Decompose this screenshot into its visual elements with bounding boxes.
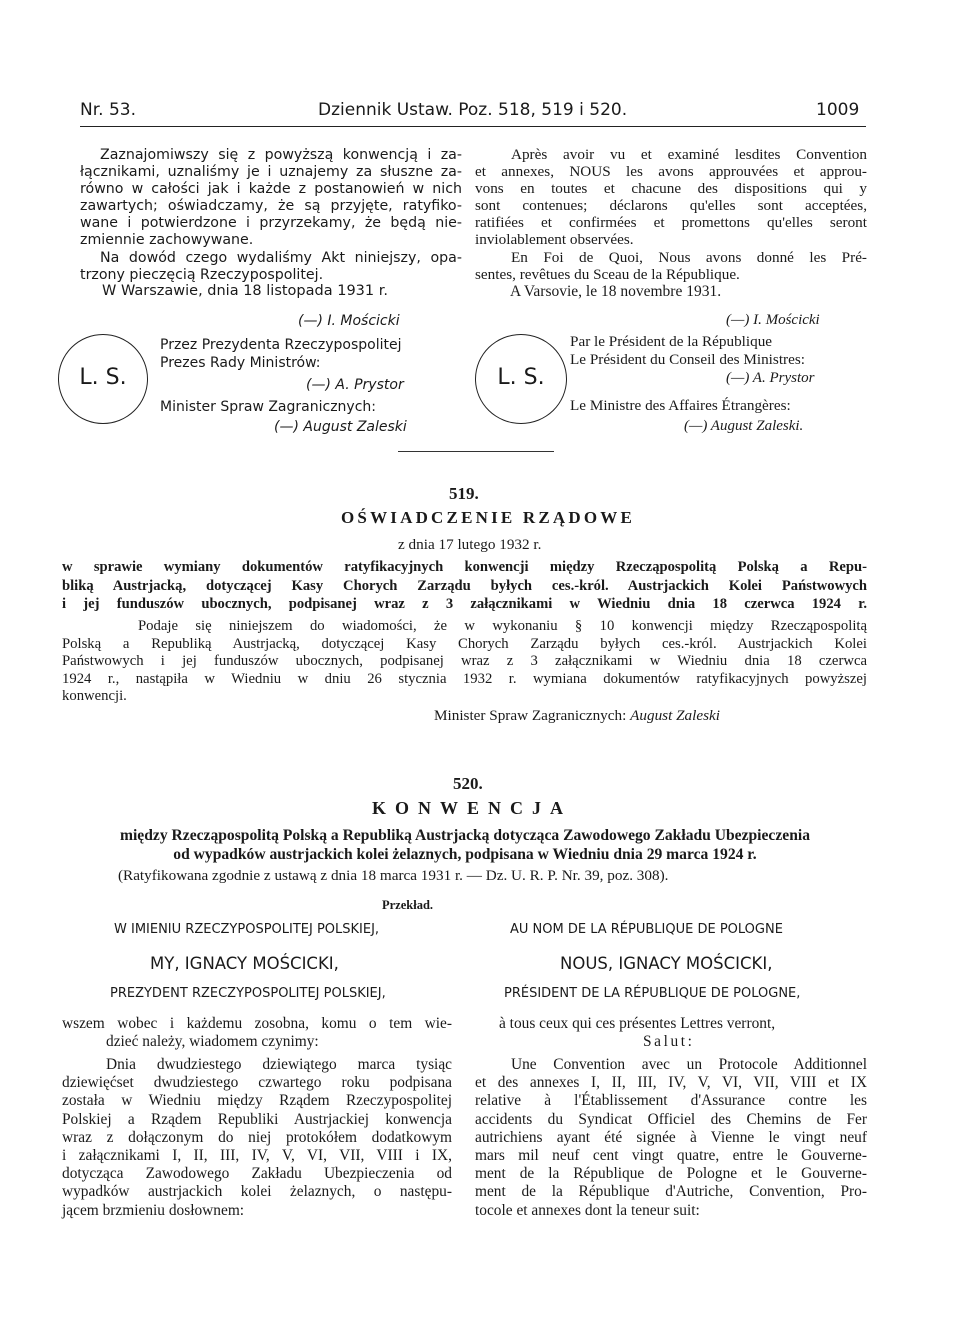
fr-body-line: tocole et annexes dont la teneur suit: xyxy=(475,1201,700,1219)
section-divider xyxy=(398,451,554,452)
right-line: En Foi de Quoi, Nous avons donné les Pré- xyxy=(511,248,867,266)
s519-body-line: Polską a Republiką Austrjacką, dotyczącej Kasy Chorych Zarządu byłych ces.-król. Austrjackich Kolei xyxy=(62,635,867,652)
pl-greeting-line: dzieć należy, wiadomem czynimy: xyxy=(106,1032,319,1050)
s519-signature-name: August Zaleski xyxy=(630,707,720,724)
right-fm-title: Le Ministre des Affaires Étrangères: xyxy=(570,397,791,414)
fr-body-line: relative à l'Établissement d'Assurance contre les xyxy=(475,1092,867,1110)
s519-signature xyxy=(434,707,720,725)
fr-heading2: PRÉSIDENT DE LA RÉPUBLIQUE DE POLOGNE, xyxy=(504,986,801,1001)
header-rule xyxy=(80,126,866,127)
left-sig-prystor: (—) A. Prystor xyxy=(306,377,404,393)
right-paragraphs xyxy=(475,146,867,283)
pl-body-line: jącem brzmieniu dosłownem: xyxy=(62,1201,245,1219)
s519-body-line: Podaje się niniejszem do wiadomości, że w wykonaniu § 10 konwencji między Rzecząpospolitą xyxy=(138,618,867,634)
s519-signature-label: Minister Spraw Zagranicznych: xyxy=(434,707,627,724)
s519-subject xyxy=(62,558,867,614)
right-line: inviolablement observées. xyxy=(475,231,634,249)
s520-subject-line: od wypadków austrjackich kolei żelaznych, podpisana w Wiedniu dnia 29 marca 1924 r. xyxy=(173,846,757,863)
left-sig-zaleski: (—) August Zaleski xyxy=(274,419,407,435)
fr-body-line: et des annexes I, II, III, IV, V, VI, VII, VIII et IX xyxy=(475,1074,867,1092)
left-line: Zaznajomiwszy się z powyższą konwencją i za- xyxy=(100,147,462,163)
s519-body-line: 1924 r., nastąpiła w Wiedniu w dniu 26 stycznia 1932 r. wymiana dokumentów ratyfikacyjnych powyższej xyxy=(62,670,867,687)
pl-heading2: PREZYDENT RZECZYPOSPOLITEJ POLSKIEJ, xyxy=(110,986,386,1001)
right-seal-text: L. S. xyxy=(497,365,545,390)
left-line: równo w całości jak i każde z postanowień w nich xyxy=(80,181,462,198)
header-journal: Dziennik Ustaw. Poz. 518, 519 i 520. xyxy=(318,100,628,120)
right-sig-zaleski: (—) August Zaleski. xyxy=(684,418,804,434)
pl-heading1: W IMIENIU RZECZYPOSPOLITEJ POLSKIEJ, xyxy=(114,922,380,937)
pl-body-line: dziewięćset dwudziestego czwartego roku podpisana xyxy=(62,1074,452,1092)
fr-heading1: AU NOM DE LA RÉPUBLIQUE DE POLOGNE xyxy=(510,922,783,937)
left-paragraphs xyxy=(80,147,462,284)
s520-subject-line: między Rzecząpospolitą Polską a Republiką Austrjacką dotycząca Zawodowego Zakładu Ubezpieczenia xyxy=(119,827,810,844)
s519-subject-line: bliką Austrjacką, dotyczącej Kasy Chorych Zarządu byłych ces.-król. Austrjackich Kolei Państwowych xyxy=(62,577,867,594)
s519-body xyxy=(62,618,867,706)
right-line: vons en toutes et chacune des dispositions qui y xyxy=(475,180,867,198)
s520-subject xyxy=(56,826,874,864)
header-number: Nr. 53. xyxy=(80,100,136,120)
pl-body-line: Dnia dwudziestego dziewiątego marca tysiąc xyxy=(106,1056,452,1073)
header-page: 1009 xyxy=(816,100,860,120)
s519-subject-line: i jej funduszów ubocznych, podpisanej wraz z 3 załącznikami w Wiedniu dnia 18 czerwca 1924 r. xyxy=(62,596,867,613)
left-date: W Warszawie, dnia 18 listopada 1931 r. xyxy=(102,283,388,299)
s520-translation: Przekład. xyxy=(382,898,434,912)
fr-body-line: mars mil neuf cent vingt quatre, entre le Gouverne- xyxy=(475,1147,867,1165)
right-line: sont contenues; déclarons qu'elles sont acceptées, xyxy=(475,197,867,215)
fr-body-line: Une Convention avec un Protocole Additionnel xyxy=(511,1056,867,1073)
fr-body-line: accidents du Syndicat Officiel des Chemins de Fer xyxy=(475,1110,867,1128)
left-seal-text: L. S. xyxy=(79,365,127,390)
fr-body-line: ment de la République de Pologne et le Gouverne- xyxy=(475,1165,867,1183)
left-line: Na dowód czego wydaliśmy Akt niniejszy, opa- xyxy=(100,249,462,266)
s519-body-line: konwencji. xyxy=(62,688,127,704)
left-line: zawartych; oświadczamy, że są przyjęte, ratyfiko- xyxy=(80,198,462,215)
right-pm-title: Le Président du Conseil des Ministres: xyxy=(570,351,805,368)
s519-date: z dnia 17 lutego 1932 r. xyxy=(398,536,542,553)
left-line: wane i potwierdzone i przyrzekamy, że będą nie- xyxy=(80,215,462,232)
right-line: ratifiées et confirmées et promettons qu'elles seront xyxy=(475,214,867,232)
right-line: et annexes, NOUS les avons approuvées et approu- xyxy=(475,163,867,181)
right-seal xyxy=(475,334,567,424)
s519-body-line: Państwowych i jej funduszów ubocznych, podpisanej wraz z 3 załącznikami w Wiedniu dnia 18 czerwca xyxy=(62,653,867,669)
fr-greeting: à tous ceux qui ces présentes Lettres verront, xyxy=(499,1015,776,1032)
pl-body-line: dotycząca Zawodowego Zakładu Ubezpieczenia od xyxy=(62,1165,452,1183)
right-by-president: Par le Président de la République xyxy=(570,333,773,350)
s519-title: OŚWIADCZENIE RZĄDOWE xyxy=(341,508,636,527)
s520-ratified: (Ratyfikowana zgodnie z ustawą z dnia 18 marca 1931 r. — Dz. U. R. P. Nr. 39, poz. 308). xyxy=(118,867,669,884)
left-sig-moscicki: (—) I. Mościcki xyxy=(298,313,400,329)
right-line: Après avoir vu et examiné lesdites Convention xyxy=(511,146,867,163)
pl-body-line: wraz z dołączonym do niej protokółem dodatkowym xyxy=(62,1128,452,1146)
left-seal xyxy=(58,334,148,424)
s519-number: 519. xyxy=(449,484,479,503)
right-sig-prystor: (—) A. Prystor xyxy=(726,370,815,386)
fr-body xyxy=(475,1056,867,1220)
s520-number: 520. xyxy=(453,774,483,793)
left-line: zmiennie zachowywane. xyxy=(80,232,254,249)
right-line: sentes, revêtues du Sceau de la République. xyxy=(475,265,740,283)
pl-body-line: i załącznikami I, II, III, IV, V, VI, VII, VIII i IX, xyxy=(62,1147,452,1165)
pl-greeting xyxy=(62,1015,452,1050)
left-pm-title: Prezes Rady Ministrów: xyxy=(160,355,321,371)
right-date: A Varsovie, le 18 novembre 1931. xyxy=(510,283,722,300)
pl-body-line: Polskiej a Rządem Republiki Austrjackiej konwencja xyxy=(62,1110,452,1128)
fr-name: NOUS, IGNACY MOŚCICKI, xyxy=(560,954,773,973)
fr-salut: Salut: xyxy=(643,1033,695,1050)
s520-title: KONWENCJA xyxy=(372,798,573,818)
pl-name: MY, IGNACY MOŚCICKI, xyxy=(150,954,339,973)
left-line: trzony pieczęcią Rzeczypospolitej. xyxy=(80,266,324,283)
left-by-president: Przez Prezydenta Rzeczypospolitej xyxy=(160,337,402,353)
fr-body-line: autrichiens ayant été signée à Vienne le vingt neuf xyxy=(475,1128,867,1146)
pl-greeting-line: wszem wobec i każdemu zosobna, komu o tem wie- xyxy=(62,1015,452,1032)
left-fm-title: Minister Spraw Zagranicznych: xyxy=(160,399,376,415)
fr-body-line: ment de la République d'Autriche, Convention, Pro- xyxy=(475,1183,867,1201)
left-line: łącznikami, uznaliśmy je i uznajemy za słuszne za- xyxy=(80,164,462,181)
right-sig-moscicki: (—) I. Mościcki xyxy=(726,312,820,328)
pl-body xyxy=(62,1056,452,1220)
s519-subject-line: w sprawie wymiany dokumentów ratyfikacyjnych konwencji między Rzecząpospolitą Polską a Repu- xyxy=(62,559,867,575)
pl-body-line: została w Wiedniu między Rządem Rzeczypospolitej xyxy=(62,1092,452,1110)
pl-body-line: wypadków austrjackich kolei żelaznych, o następu- xyxy=(62,1183,452,1201)
